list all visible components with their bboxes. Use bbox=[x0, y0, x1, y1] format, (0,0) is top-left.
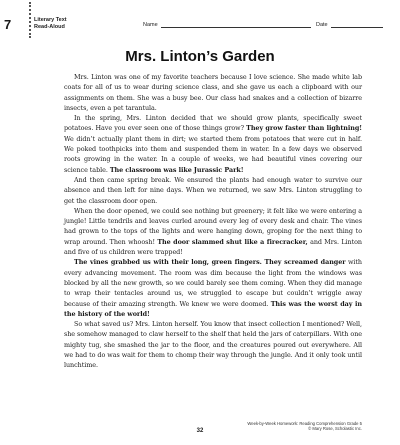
date-line[interactable] bbox=[331, 22, 383, 28]
date-label: Date bbox=[316, 22, 328, 28]
paragraph-text: In the spring, Mrs. Linton decided that we should grow plants, specifically sweet potatoes. Have you ever seen one of those things grow? bbox=[64, 114, 362, 133]
paragraph-text: When the door opened, we could see nothing but greenery; it felt like we were entering a jungle! Little tendrils and leaves curled around every leg of every desk and chair. The vines had grown to the tops of the lights and were hanging down, groping for the next thing to wrap around. Then whoosh! bbox=[64, 206, 362, 246]
date-field[interactable] bbox=[316, 22, 383, 28]
story-body bbox=[64, 72, 362, 371]
story-paragraph bbox=[64, 72, 362, 113]
bold-phrase: The classroom was like Jurassic Park! bbox=[109, 165, 244, 174]
section-label bbox=[34, 17, 67, 30]
story-paragraph bbox=[64, 206, 362, 257]
section-label-line1: Literary Text bbox=[34, 17, 67, 23]
paragraph-text: Mrs. Linton was one of my favorite teachers because I love science. She made white lab coats for all of us to wear during science class, and she gave us each a clipboard with our assignments on them. She was a busy bee. Our class had snakes and a collection of bizarre insects, even a pet tarantula. bbox=[64, 73, 362, 112]
credit-line-2: © Mary Rose, Scholastic Inc. bbox=[308, 426, 362, 432]
name-line[interactable] bbox=[161, 22, 311, 28]
story-paragraph bbox=[64, 257, 362, 319]
paragraph-text: with every advancing movement. The room was dim because the light from the windows was blocked by all the new growth, so we could barely see them coming. When they did manage to wrap their tentacles around us, we struggled to escape but couldn’t wriggle away because of their amazing strength. We knew we were doomed. bbox=[64, 258, 363, 308]
name-field[interactable] bbox=[143, 22, 311, 28]
story-paragraph bbox=[64, 175, 362, 206]
bold-phrase: They grow faster than lightning! bbox=[246, 124, 362, 133]
paragraph-text: We didn’t actually plant them in dirt; we started them from potatoes that were cut in half. We poked toothpicks into them and suspended them in water. In a few days we observed roots growing in the water. In a couple of weeks, we had beautiful vines covering our science table. bbox=[64, 134, 362, 174]
name-label: Name bbox=[143, 22, 158, 28]
page-number: 32 bbox=[196, 428, 204, 434]
story-paragraph bbox=[64, 319, 362, 370]
bold-phrase: The door slammed shut like a firecracker, bbox=[157, 237, 308, 246]
margin-dots bbox=[29, 2, 33, 38]
paragraph-text: So what saved us? Mrs. Linton herself. You know that insect collection I mentioned? Well, she somehow managed to claw herself to the shelf that held the jars of caterpillars. With one mighty tug, she smashed the jar to the floor, and the creatures poured out everywhere. All we had to do was wait for them to chomp their way through the jungle. And it only took until lunchtime. bbox=[64, 320, 362, 370]
bold-phrase: The vines grabbed us with their long, green fingers. They screamed danger bbox=[74, 258, 346, 267]
section-label-line2: Read-Aloud bbox=[34, 23, 65, 30]
story-paragraph bbox=[64, 113, 362, 175]
grade-number: 7 bbox=[4, 17, 12, 32]
paragraph-text: and Mrs. Linton and five of us children were trapped! bbox=[64, 237, 362, 257]
paragraph-text: And then came spring break. We ensured the plants had enough water to survive our absence and then left for nine days. When we returned, we saw Mrs. Linton struggling to get the classroom door open. bbox=[64, 175, 362, 205]
credit-line-1: Week-by-Week Homework: Reading Comprehension Grade 5 bbox=[247, 421, 362, 426]
bold-phrase: This was the worst day in the history of the world! bbox=[64, 299, 362, 318]
story-title: Mrs. Linton’s Garden bbox=[125, 48, 275, 65]
